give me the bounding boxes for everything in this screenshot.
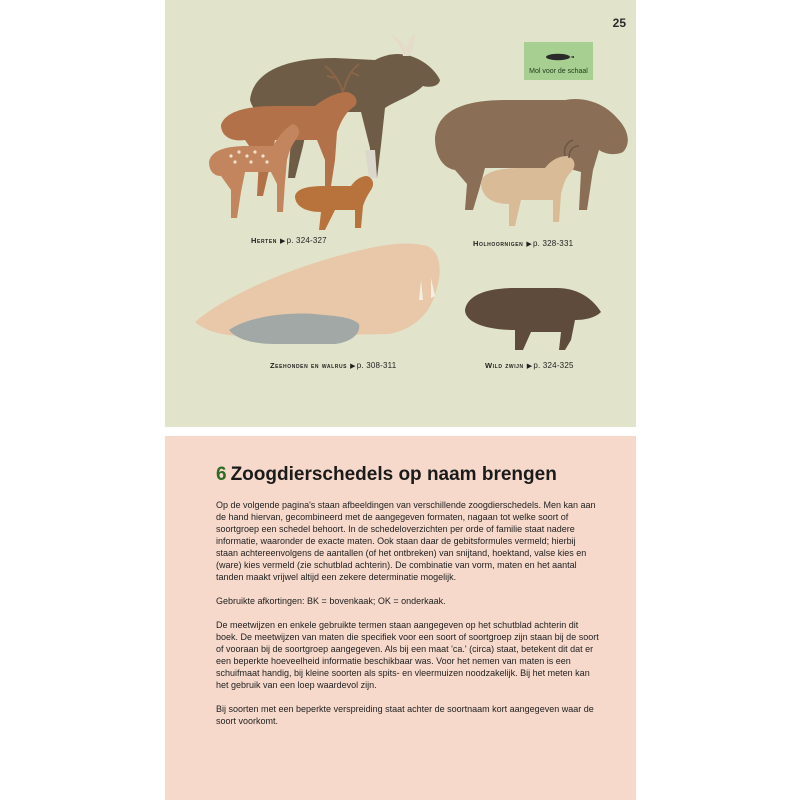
paragraph: Op de volgende pagina's staan afbeeldingen van verschillende zoogdierschedels. Men kan aan de hand hiervan, gecombineerd met de aangegeven formaten, nagaan tot welke soort of soortgroep een schedel behoort. In de schedeloverzichten per orde of familie staat nadere informatie, waaronder de exacte maten. Ook staan daar de gebitsformules vermeld; hierbij staan achtereenvolgens de aantallen (of het ontbreken) van snijtand, hoektand, valse kies en (ware) kies vermeld (zie schutblad achterin). De combinatie van vorm, maten en het aantal tanden maakt vrijwel altijd een zekere determinatie mogelijk.: [216, 500, 596, 582]
text-section: [165, 436, 636, 800]
wild-boar-illustration: [465, 288, 601, 350]
body-text: [216, 499, 599, 739]
paragraph: De meetwijzen en enkele gebruikte termen staan aangegeven op het schutblad achterin dit boek. De meetwijzen van maten die specifiek voor een soort of soortgroep zijn staan bij de soort of vooraan bij de soortgroep aangegeven. Als bij een maat 'ca.' (circa) staat, betekent dit dat er een beperkte hoeveelheid informatie beschikbaar was. Voor het nemen van maten is een schuifmaat handig, bij kleine soorten als spits- en vleermuizen noodzakelijk. Bij het meten kan het gebruik van een loep waardevol zijn.: [216, 620, 599, 690]
scale-reference-box: [524, 42, 593, 80]
section-title-text: Zoogdierschedels op naam brengen: [230, 464, 557, 485]
book-page: [165, 0, 636, 800]
page-number: 25: [612, 16, 626, 30]
triangle-arrow-icon: ▶: [350, 363, 356, 370]
caption-pages: p. 324-327: [286, 236, 327, 245]
paragraph: Gebruikte afkortingen: BK = bovenkaak; OK = onderkaak.: [216, 596, 446, 606]
caption-zeehonden-en-walrus: [270, 361, 396, 370]
divider: [165, 427, 636, 436]
caption-name: Wild zwijn: [485, 361, 524, 370]
caption-pages: p. 308-311: [356, 361, 397, 370]
caption-pages: p. 324-325: [533, 361, 574, 370]
caption-name: Zeehonden en walrus: [270, 361, 348, 370]
triangle-arrow-icon: ▶: [279, 238, 286, 245]
caption-holhoornigen: [473, 239, 573, 248]
triangle-arrow-icon: ▶: [526, 241, 532, 248]
mole-icon: [524, 46, 593, 68]
scale-label: Mol voor de schaal: [529, 68, 588, 75]
section-title: [216, 464, 557, 486]
caption-name: Holhoornigen: [473, 239, 524, 248]
paragraph: Bij soorten met een beperkte verspreiding staat achter de soortnaam kort aangegeven waar de soort voorkomt.: [216, 704, 594, 726]
section-number: 6: [216, 464, 227, 485]
caption-pages: p. 328-331: [533, 239, 574, 248]
triangle-arrow-icon: ▶: [526, 363, 533, 370]
muntjac-illustration: [295, 176, 373, 230]
caption-wild-zwijn: [485, 361, 574, 370]
caption-name: Herten: [251, 236, 277, 245]
caption-herten: [251, 236, 327, 245]
illustration-plate: [165, 0, 636, 427]
